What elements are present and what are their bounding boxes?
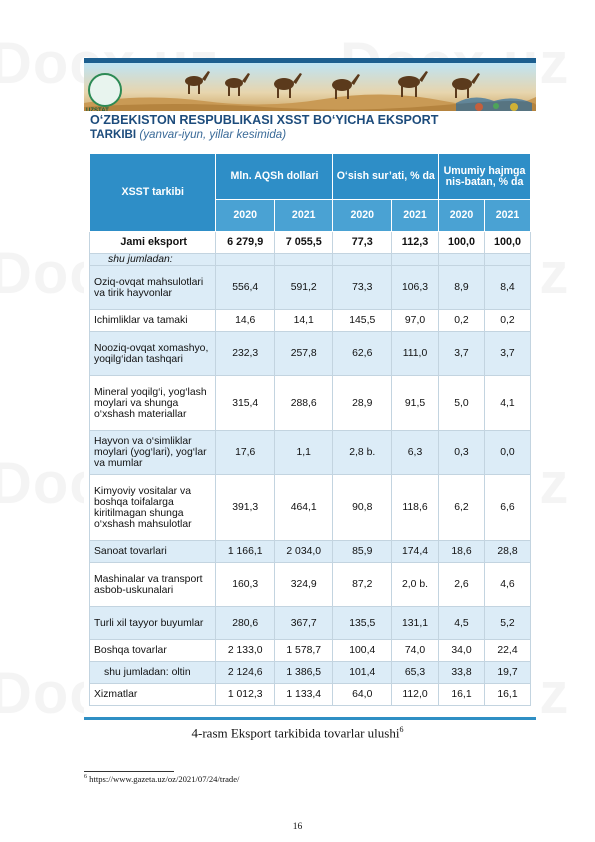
- row-name: Oziq-ovqat mahsulotlari va tirik hayvonlar: [90, 266, 216, 310]
- row-name: Ichimliklar va tamaki: [90, 310, 216, 332]
- table-row: [90, 332, 531, 376]
- cell: 0,2: [439, 310, 485, 332]
- cell: 19,7: [484, 662, 530, 684]
- subheading-row: [90, 254, 531, 266]
- cell: 34,0: [439, 640, 485, 662]
- cell: 22,4: [484, 640, 530, 662]
- figure-caption: [0, 725, 595, 741]
- cell: 257,8: [274, 332, 333, 376]
- cell: 5,2: [484, 607, 530, 640]
- row-name: Sanoat tovarlari: [90, 541, 216, 563]
- cell: 2,0 b.: [392, 563, 439, 607]
- cell: 280,6: [216, 607, 275, 640]
- row-name: Nooziq-ovqat xomashyo, yoqilg‘idan tashqari: [90, 332, 216, 376]
- cell: 28,9: [333, 376, 392, 431]
- cell: 591,2: [274, 266, 333, 310]
- figure-subtitle: (yanvar-iyun, yillar kesimida): [139, 128, 287, 141]
- cell: 100,0: [484, 232, 530, 254]
- cell: 6,6: [484, 475, 530, 541]
- cell: 2 124,6: [216, 662, 275, 684]
- cell: 7 055,5: [274, 232, 333, 254]
- cell: 14,1: [274, 310, 333, 332]
- cell: 1 386,5: [274, 662, 333, 684]
- cell: 4,5: [439, 607, 485, 640]
- cell: 28,8: [484, 541, 530, 563]
- cell: 112,0: [392, 684, 439, 706]
- cell: 90,8: [333, 475, 392, 541]
- cell: 33,8: [439, 662, 485, 684]
- uzstat-logo-text: UZSTAT: [86, 108, 109, 111]
- table-row: [90, 607, 531, 640]
- cell: 3,7: [484, 332, 530, 376]
- table-row: [90, 684, 531, 706]
- cell: 6 279,9: [216, 232, 275, 254]
- cell: 16,1: [484, 684, 530, 706]
- table-row: [90, 563, 531, 607]
- cell: 0,3: [439, 431, 485, 475]
- cell: 73,3: [333, 266, 392, 310]
- cell: 112,3: [392, 232, 439, 254]
- table-row: [90, 376, 531, 431]
- export-table: [89, 153, 531, 706]
- table-row: [90, 431, 531, 475]
- export-figure: [84, 58, 536, 720]
- cell: 91,5: [392, 376, 439, 431]
- caption-text: 4-rasm Eksport tarkibida tovarlar ulushi: [191, 725, 400, 741]
- caption-footnote-ref: 6: [399, 725, 404, 734]
- row-name: Mashinalar va transport asbob-uskunalari: [90, 563, 216, 607]
- year-header: 2020: [439, 200, 485, 232]
- subheading: shu jumladan:: [90, 254, 216, 266]
- cell: 174,4: [392, 541, 439, 563]
- cell: 6,3: [392, 431, 439, 475]
- page-number: 16: [292, 822, 303, 832]
- cell: 288,6: [274, 376, 333, 431]
- cell: 17,6: [216, 431, 275, 475]
- cell: 8,4: [484, 266, 530, 310]
- cell: 8,9: [439, 266, 485, 310]
- cell: 77,3: [333, 232, 392, 254]
- figure-title-line2: [90, 128, 286, 141]
- cell: 100,4: [333, 640, 392, 662]
- cell: 556,4: [216, 266, 275, 310]
- cell: 4,1: [484, 376, 530, 431]
- footnote-url[interactable]: https://www.gazeta.uz/oz/2021/07/24/trade/: [89, 774, 240, 784]
- cell: 1 166,1: [216, 541, 275, 563]
- year-header: 2021: [484, 200, 530, 232]
- cell: 101,4: [333, 662, 392, 684]
- cell: 5,0: [439, 376, 485, 431]
- year-header: 2021: [392, 200, 439, 232]
- row-name: Jami eksport: [90, 232, 216, 254]
- footnote-mark: 6: [84, 774, 87, 781]
- cell: 367,7: [274, 607, 333, 640]
- cell: 18,6: [439, 541, 485, 563]
- cell: 118,6: [392, 475, 439, 541]
- figure-title-cont: TARKIBI: [90, 128, 137, 141]
- row-name: Xizmatlar: [90, 684, 216, 706]
- cell: 464,1: [274, 475, 333, 541]
- cell: 16,1: [439, 684, 485, 706]
- cell: 97,0: [392, 310, 439, 332]
- desert-caravan-banner: [84, 63, 536, 111]
- cell: 74,0: [392, 640, 439, 662]
- footnote: [84, 774, 239, 784]
- row-name: shu jumladan: oltin: [90, 662, 216, 684]
- cell: 232,3: [216, 332, 275, 376]
- uzstat-logo: [88, 73, 122, 107]
- year-header: 2021: [274, 200, 333, 232]
- cell: 0,2: [484, 310, 530, 332]
- cell: 65,3: [392, 662, 439, 684]
- row-name: Turli xil tayyor buyumlar: [90, 607, 216, 640]
- cell: 64,0: [333, 684, 392, 706]
- cell: 131,1: [392, 607, 439, 640]
- cell: 135,5: [333, 607, 392, 640]
- cell: 3,7: [439, 332, 485, 376]
- cell: 1 012,3: [216, 684, 275, 706]
- table-row: [90, 310, 531, 332]
- row-name: Mineral yoqilg‘i, yog‘lash moylari va shunga o‘xshash materiallar: [90, 376, 216, 431]
- cell: 87,2: [333, 563, 392, 607]
- table-row: [90, 541, 531, 563]
- cell: 85,9: [333, 541, 392, 563]
- table-row: [90, 266, 531, 310]
- col-group-share: Umumiy hajmga nis-batan, % da: [439, 154, 531, 200]
- cell: 106,3: [392, 266, 439, 310]
- cell: 145,5: [333, 310, 392, 332]
- table-row: [90, 475, 531, 541]
- row-name: Kimyoviy vositalar va boshqa toifalarga kiritilmagan shunga o‘xshash mahsulotlar: [90, 475, 216, 541]
- cell: 2,6: [439, 563, 485, 607]
- cell: 6,2: [439, 475, 485, 541]
- cell: 2,8 b.: [333, 431, 392, 475]
- total-row: [90, 232, 531, 254]
- table-row: [90, 640, 531, 662]
- cell: 160,3: [216, 563, 275, 607]
- cell: 324,9: [274, 563, 333, 607]
- figure-title: O‘ZBEKISTON RESPUBLIKASI XSST BO‘YICHA EKSPORT: [90, 113, 439, 127]
- table-row: [90, 662, 531, 684]
- cell: 1 578,7: [274, 640, 333, 662]
- cell: 0,0: [484, 431, 530, 475]
- cell: 62,6: [333, 332, 392, 376]
- cell: 315,4: [216, 376, 275, 431]
- cell: 111,0: [392, 332, 439, 376]
- footnote-divider: [84, 771, 174, 772]
- cell: 4,6: [484, 563, 530, 607]
- caravan-illustration: [84, 63, 536, 111]
- year-header: 2020: [216, 200, 275, 232]
- cell: 391,3: [216, 475, 275, 541]
- col-group-growth: O‘sish sur’ati, % da: [333, 154, 439, 200]
- cell: 2 133,0: [216, 640, 275, 662]
- cell: 2 034,0: [274, 541, 333, 563]
- cell: 1 133,4: [274, 684, 333, 706]
- cell: 14,6: [216, 310, 275, 332]
- year-header: 2020: [333, 200, 392, 232]
- cell: 100,0: [439, 232, 485, 254]
- row-name: Hayvon va o‘simliklar moylari (yog‘lari), yog‘lar va mumlar: [90, 431, 216, 475]
- row-name: Boshqa tovarlar: [90, 640, 216, 662]
- col-group-usd: Mln. AQSh dollari: [216, 154, 333, 200]
- col-header-name: XSST tarkibi: [90, 154, 216, 232]
- cell: 1,1: [274, 431, 333, 475]
